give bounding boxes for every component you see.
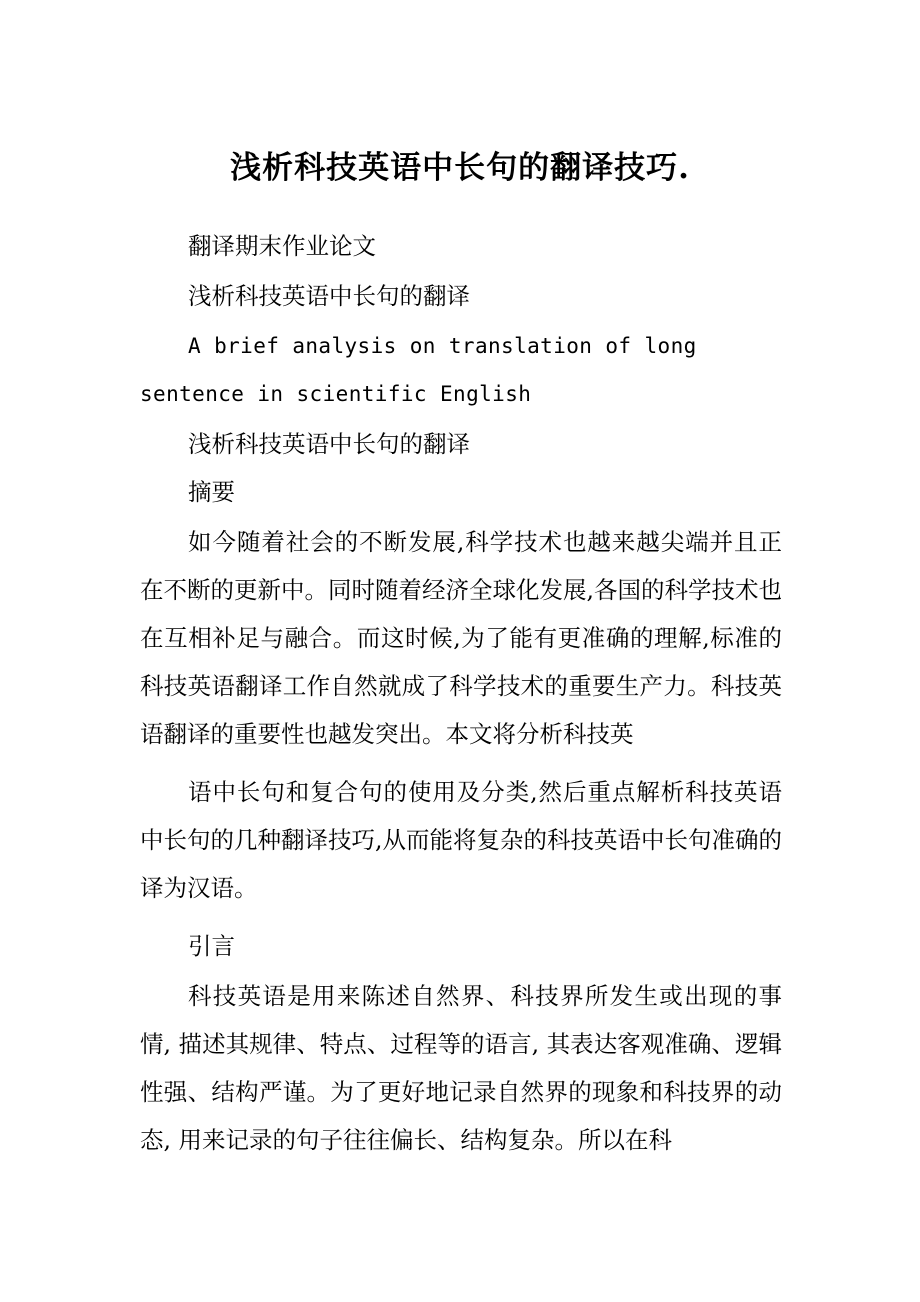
paragraph-abstract-continued: 语中长句和复合句的使用及分类,然后重点解析科技英语中长句的几种翻译技巧,从而能将复杂的科技英语中长句准确的译为汉语。 [140,778,782,902]
paragraph-english-title: A brief analysis on translation of long sentence in scientific English [140,334,697,406]
paragraph-introduction-body: 科技英语是用来陈述自然界、科技界所发生或出现的事情, 描述其规律、特点、过程等的语言, 其表达客观准确、逻辑性强、结构严谨。为了更好地记录自然界的现象和科技界的动态, 用来记录的句子往往偏长、结构复杂。所以在科 [140,982,782,1154]
paragraph-abstract-body: 如今随着社会的不断发展,科学技术也越来越尖端并且正在不断的更新中。同时随着经济全球化发展,各国的科学技术也在互相补足与融合。而这时候,为了能有更准确的理解,标准的科技英语翻译工作自然就成了科学技术的重要生产力。科技英语翻译的重要性也越发突出。本文将分析科技英 [140,528,782,748]
paragraph-abstract-heading: 摘要 [188,478,235,506]
paragraph-chinese-title-repeat: 浅析科技英语中长句的翻译 [188,430,470,458]
paragraph-chinese-title: 浅析科技英语中长句的翻译 [188,282,470,310]
paragraph-introduction-heading: 引言 [188,932,235,960]
document-body [140,222,782,1164]
document-title: 浅析科技英语中长句的翻译技巧. [230,150,690,186]
paragraph-assignment-label: 翻译期末作业论文 [188,232,376,260]
